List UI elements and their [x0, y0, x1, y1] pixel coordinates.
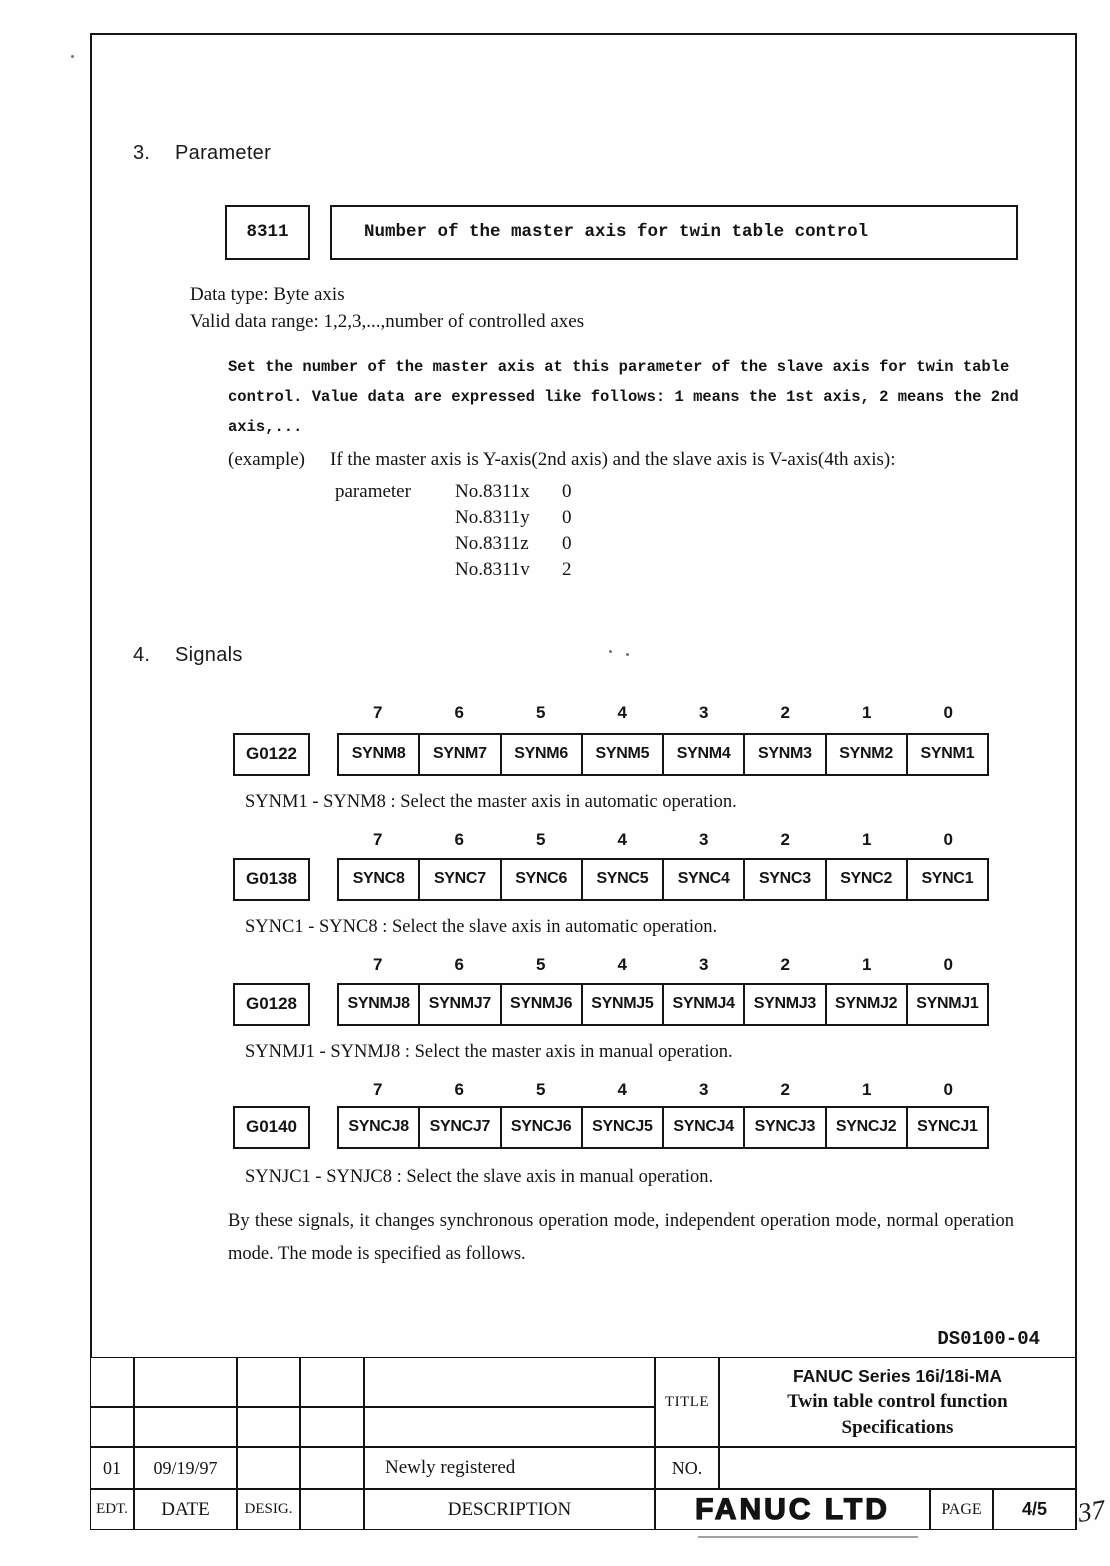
signal-bit-cell: SYNM4 — [662, 735, 743, 774]
signal-caption: SYNJC1 - SYNJC8 : Select the slave axis in manual operation. — [245, 1167, 714, 1187]
bit-number: 2 — [780, 955, 790, 974]
bit-number-row — [337, 1080, 989, 1100]
example-param-value: 0 — [562, 533, 572, 554]
title-line-product: FANUC Series 16i/18i-MA — [792, 1366, 1003, 1386]
parameter-number-box: 8311 — [225, 205, 310, 260]
signal-bit-cell: SYNM7 — [418, 735, 499, 774]
section-title: Parameter — [175, 142, 272, 164]
revision-cell-empty — [237, 1407, 300, 1447]
signal-bit-cell: SYNC7 — [418, 860, 499, 899]
bit-number: 0 — [943, 955, 953, 974]
signal-bit-cell: SYNM6 — [500, 735, 581, 774]
signal-bit-cell: SYNMJ6 — [500, 985, 581, 1024]
signal-address-box: G0138 — [233, 858, 310, 901]
no-value-cell — [719, 1447, 1076, 1489]
scan-speck — [71, 55, 74, 58]
title-line-function: Twin table control function — [787, 1391, 1008, 1412]
bit-number: 7 — [373, 703, 383, 722]
signal-bit-cell: SYNMJ5 — [581, 985, 662, 1024]
signal-bit-cell: SYNMJ1 — [906, 985, 987, 1024]
bit-number: 3 — [699, 830, 709, 849]
signal-bit-cell: SYNCJ4 — [662, 1108, 743, 1147]
signal-bit-cell: SYNC8 — [352, 870, 405, 887]
revision-date-value: 09/19/97 — [134, 1447, 237, 1489]
bit-number: 0 — [943, 1080, 953, 1099]
section-number: 3. — [133, 142, 151, 164]
signal-address-box: G0128 — [233, 983, 310, 1026]
bit-number: 6 — [454, 955, 464, 974]
edt-label-cell: EDT. — [90, 1489, 134, 1530]
bit-number: 1 — [862, 830, 872, 849]
desig-label-cell: DESIG. — [237, 1489, 300, 1530]
bit-number: 4 — [617, 703, 627, 722]
section-title: Signals — [175, 644, 243, 666]
bit-number: 7 — [373, 955, 383, 974]
signal-bit-table — [337, 1106, 989, 1149]
bit-number: 5 — [536, 1080, 546, 1099]
signal-address-box: G0140 — [233, 1106, 310, 1149]
bit-number: 3 — [699, 703, 709, 722]
signal-bit-cell: SYNCJ6 — [500, 1108, 581, 1147]
bit-number-row — [337, 703, 989, 723]
section-heading-signals — [133, 644, 243, 667]
footer-title-block — [90, 1357, 1077, 1530]
signal-bit-cell: SYNMJ4 — [662, 985, 743, 1024]
bit-number: 5 — [536, 830, 546, 849]
example-text: If the master axis is Y-axis(2nd axis) and the slave axis is V-axis(4th axis): — [330, 449, 896, 470]
signal-bit-cell: SYNC4 — [662, 860, 743, 899]
signal-bit-cell: SYNMJ3 — [743, 985, 824, 1024]
bit-number: 4 — [617, 1080, 627, 1099]
scan-speck — [626, 653, 629, 656]
signal-bit-cell: SYNCJ1 — [906, 1108, 987, 1147]
signal-caption: SYNC1 - SYNC8 : Select the slave axis in automatic operation. — [245, 917, 718, 937]
signal-bit-cell: SYNC3 — [743, 860, 824, 899]
revision-cell-empty — [364, 1357, 655, 1407]
description-label-cell: DESCRIPTION — [364, 1489, 655, 1530]
signal-bit-cell: SYNMJ2 — [825, 985, 906, 1024]
signal-bit-cell: SYNCJ8 — [348, 1118, 409, 1135]
handwritten-note: 37 — [1075, 1494, 1108, 1528]
signal-bit-cell: SYNM1 — [906, 735, 987, 774]
signal-bit-cell: SYNM2 — [825, 735, 906, 774]
title-label-cell: TITLE — [655, 1357, 719, 1447]
example-param-value: 0 — [562, 507, 572, 528]
revision-cell-empty — [300, 1407, 364, 1447]
section-heading-parameter — [133, 142, 271, 165]
page-value-cell: 4/5 — [993, 1489, 1076, 1530]
signal-bit-cell: SYNC6 — [500, 860, 581, 899]
signal-bit-table — [337, 983, 989, 1026]
bit-number: 6 — [454, 703, 464, 722]
parameter-body-line: Set the number of the master axis at this parameter of the slave axis for twin table — [228, 358, 1010, 376]
signal-bit-cell: SYNMJ7 — [418, 985, 499, 1024]
revision-cell-empty — [364, 1407, 655, 1447]
signal-bit-cell: SYNC2 — [825, 860, 906, 899]
revision-cell-empty — [300, 1447, 364, 1489]
bit-number: 1 — [862, 1080, 872, 1099]
signal-bit-cell: SYNCJ7 — [418, 1108, 499, 1147]
signal-bit-table — [337, 858, 989, 901]
bit-number: 0 — [943, 703, 953, 722]
example-param-name: No.8311y — [455, 507, 530, 528]
signal-bit-cell: SYNCJ3 — [743, 1108, 824, 1147]
bit-number: 3 — [699, 1080, 709, 1099]
date-label-cell: DATE — [134, 1489, 237, 1530]
parameter-body-line: control. Value data are expressed like follows: 1 means the 1st axis, 2 means the 2nd — [228, 388, 1019, 406]
signal-bit-cell: SYNCJ5 — [581, 1108, 662, 1147]
section-number: 4. — [133, 644, 151, 666]
revision-desig-value — [237, 1447, 300, 1489]
parameter-data-type: Data type: Byte axis — [190, 284, 345, 305]
signal-bit-cell: SYNC1 — [906, 860, 987, 899]
title-line-doc-type: Specifications — [841, 1417, 954, 1438]
bit-number: 1 — [862, 955, 872, 974]
revision-description-value: Newly registered — [364, 1447, 655, 1489]
revision-cell-empty — [134, 1407, 237, 1447]
bit-number: 2 — [780, 1080, 790, 1099]
bit-number-row — [337, 830, 989, 850]
example-param-name: No.8311v — [455, 559, 530, 580]
revision-cell-empty — [237, 1357, 300, 1407]
bit-number: 6 — [454, 1080, 464, 1099]
signal-bit-cell: SYNCJ2 — [825, 1108, 906, 1147]
example-label: (example) — [228, 449, 306, 470]
signal-bit-cell: SYNM3 — [743, 735, 824, 774]
example-param-name: No.8311x — [455, 481, 530, 502]
revision-cell-empty — [300, 1357, 364, 1407]
bit-number: 5 — [536, 703, 546, 722]
signal-bit-cell: SYNC5 — [581, 860, 662, 899]
signal-bit-cell: SYNMJ8 — [347, 995, 410, 1012]
example-param-value: 0 — [562, 481, 572, 502]
fanuc-logo: FANUC LTD — [695, 1492, 890, 1526]
scan-speck — [609, 650, 612, 653]
parameter-valid-range: Valid data range: 1,2,3,...,number of controlled axes — [190, 311, 585, 332]
bit-number: 3 — [699, 955, 709, 974]
document-number: DS0100-04 — [937, 1328, 1040, 1350]
example-parameter-label: parameter — [335, 481, 411, 502]
signal-address-box: G0122 — [233, 733, 310, 776]
bit-number: 6 — [454, 830, 464, 849]
bit-number-row — [337, 955, 989, 975]
revision-cell-empty — [134, 1357, 237, 1407]
signal-bit-cell: SYNM5 — [581, 735, 662, 774]
signal-caption: SYNMJ1 - SYNMJ8 : Select the master axis in manual operation. — [245, 1042, 733, 1062]
title-text-cell — [719, 1357, 1076, 1447]
bit-number: 5 — [536, 955, 546, 974]
footer-cell-empty — [300, 1489, 364, 1530]
bit-number: 2 — [780, 830, 790, 849]
bit-number: 1 — [862, 703, 872, 722]
bit-number: 7 — [373, 1080, 383, 1099]
bit-number: 0 — [943, 830, 953, 849]
signal-bit-cell: SYNM8 — [351, 745, 406, 762]
parameter-description-box: Number of the master axis for twin table control — [330, 205, 1018, 260]
parameter-body-line: axis,... — [228, 418, 303, 436]
bit-number: 7 — [373, 830, 383, 849]
example-param-value: 2 — [562, 559, 572, 580]
signal-caption: SYNM1 - SYNM8 : Select the master axis in automatic operation. — [245, 792, 737, 812]
revision-edt-value: 01 — [90, 1447, 134, 1489]
signals-closing-paragraph: By these signals, it changes synchronous operation mode, independent operation mode, normal operation mode. The mode is specified as follows. — [228, 1211, 1014, 1264]
revision-cell-empty — [90, 1407, 134, 1447]
page-label-cell: PAGE — [930, 1489, 993, 1530]
example-param-name: No.8311z — [455, 533, 529, 554]
scan-smudge-line — [698, 1536, 918, 1538]
company-logo-cell — [655, 1489, 930, 1530]
bit-number: 4 — [617, 830, 627, 849]
bit-number: 4 — [617, 955, 627, 974]
revision-cell-empty — [90, 1357, 134, 1407]
no-label-cell: NO. — [655, 1447, 719, 1489]
bit-number: 2 — [780, 703, 790, 722]
signal-bit-table — [337, 733, 989, 776]
